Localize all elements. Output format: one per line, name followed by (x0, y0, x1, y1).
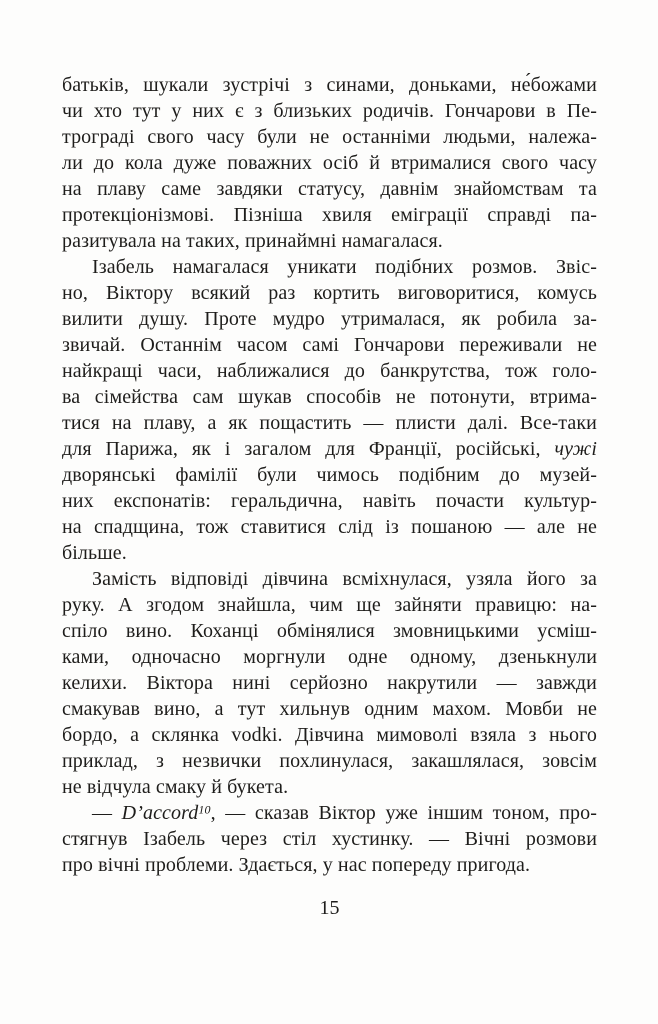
text-block (62, 72, 597, 878)
text-line (62, 670, 597, 696)
text-line (62, 800, 597, 826)
text-run: приклад, з незвички похлинулася, закашлялася, зовсім (62, 750, 597, 772)
text-line (62, 306, 597, 332)
text-run: , — сказав Віктор уже іншим тоном, про- (210, 802, 597, 824)
text-run: ками, одночасно моргнули одне одному, дзенькнули (62, 646, 597, 668)
text-line (62, 514, 597, 540)
text-run: разитувала на таких, принаймні намагалася. (62, 230, 443, 252)
text-run: — (92, 802, 122, 824)
text-run: Ізабель намагалася уникати подібних розмов. Звіс- (92, 256, 597, 278)
text-run: келихи. Віктора нині серйозно накрутили — завжди (62, 672, 597, 694)
text-line (62, 384, 597, 410)
text-line (62, 410, 597, 436)
text-run: руку. А згодом знайшла, чим ще зайняти правицю: на- (62, 594, 597, 616)
text-line (62, 98, 597, 124)
text-line (62, 826, 597, 852)
text-run: не відчула смаку й букета. (62, 776, 289, 798)
text-line (62, 280, 597, 306)
page-number: 15 (319, 897, 340, 919)
text-run: них експонатів: геральдична, навіть почасти культур- (62, 490, 597, 512)
text-line (62, 332, 597, 358)
text-run: про вічні проблеми. Здається, у нас попереду пригода. (62, 854, 531, 876)
text-run: бордо, а склянка vodki. Дівчина мимоволі взяла з нього (62, 724, 597, 746)
text-line (62, 722, 597, 748)
text-run: спіло вино. Коханці обмінялися змовницькими усміш- (62, 620, 597, 642)
text-line (62, 150, 597, 176)
text-line (62, 436, 597, 462)
text-run: чи хто тут у них є з близьких родичів. Гончарови в Пе- (62, 100, 597, 122)
text-line (62, 774, 597, 800)
text-run: чужі (554, 438, 597, 460)
text-run: найкращі часи, наближалися до банкрутства, тож голо- (62, 360, 597, 382)
text-run: вилити душу. Проте мудро утрималася, як робила за- (62, 308, 597, 330)
text-line (62, 566, 597, 592)
text-line (62, 748, 597, 774)
text-run: Замість відповіді дівчина всміхнулася, узяла його за (92, 568, 597, 590)
text-run: протекціонізмові. Пізніша хвиля еміграції справді па- (62, 204, 597, 226)
text-line (62, 540, 597, 566)
text-run: на спадщина, тож ставитися слід із пошаною — але не (62, 516, 597, 538)
text-run: ли до кола дуже поважних осіб й втрималися свого часу (62, 152, 597, 174)
text-run: D’accord (121, 802, 199, 824)
text-run: смакував вино, а тут хильнув одним махом. Мовби не (62, 698, 597, 720)
footnote-reference: 10 (198, 802, 211, 817)
text-line (62, 852, 597, 878)
text-run: більше. (62, 542, 127, 564)
text-run: но, Віктору всякий раз кортить виговоритися, комусь (62, 282, 597, 304)
text-run: тися на плаву, а як пощастить — плисти далі. Все-таки (62, 412, 597, 434)
text-run: дворянські фамілії були чимось подібним до музей- (62, 464, 597, 486)
text-line (62, 202, 597, 228)
text-line (62, 254, 597, 280)
text-run: на плаву саме завдяки статусу, давнім знайомствам та (62, 178, 597, 200)
text-run: трограді свого часу були не останніми людьми, належа- (62, 126, 597, 148)
text-line (62, 488, 597, 514)
text-run: ва сімейства сам шукав способів не потонути, втрима- (62, 386, 597, 408)
text-line (62, 592, 597, 618)
text-run: стягнув Ізабель через стіл хустинку. — Вічні розмови (62, 828, 597, 850)
text-line (62, 618, 597, 644)
text-line (62, 696, 597, 722)
text-run: звичай. Останнім часом самі Гончарови переживали не (62, 334, 597, 356)
text-line (62, 176, 597, 202)
text-line (62, 124, 597, 150)
text-line (62, 462, 597, 488)
text-line (62, 228, 597, 254)
text-run: для Парижа, як і загалом для Франції, російські, (62, 438, 555, 460)
text-line (62, 644, 597, 670)
text-run: батьків, шукали зустрічі з синами, доньками, не́божами (62, 74, 597, 96)
text-line (62, 358, 597, 384)
text-line (62, 72, 597, 98)
